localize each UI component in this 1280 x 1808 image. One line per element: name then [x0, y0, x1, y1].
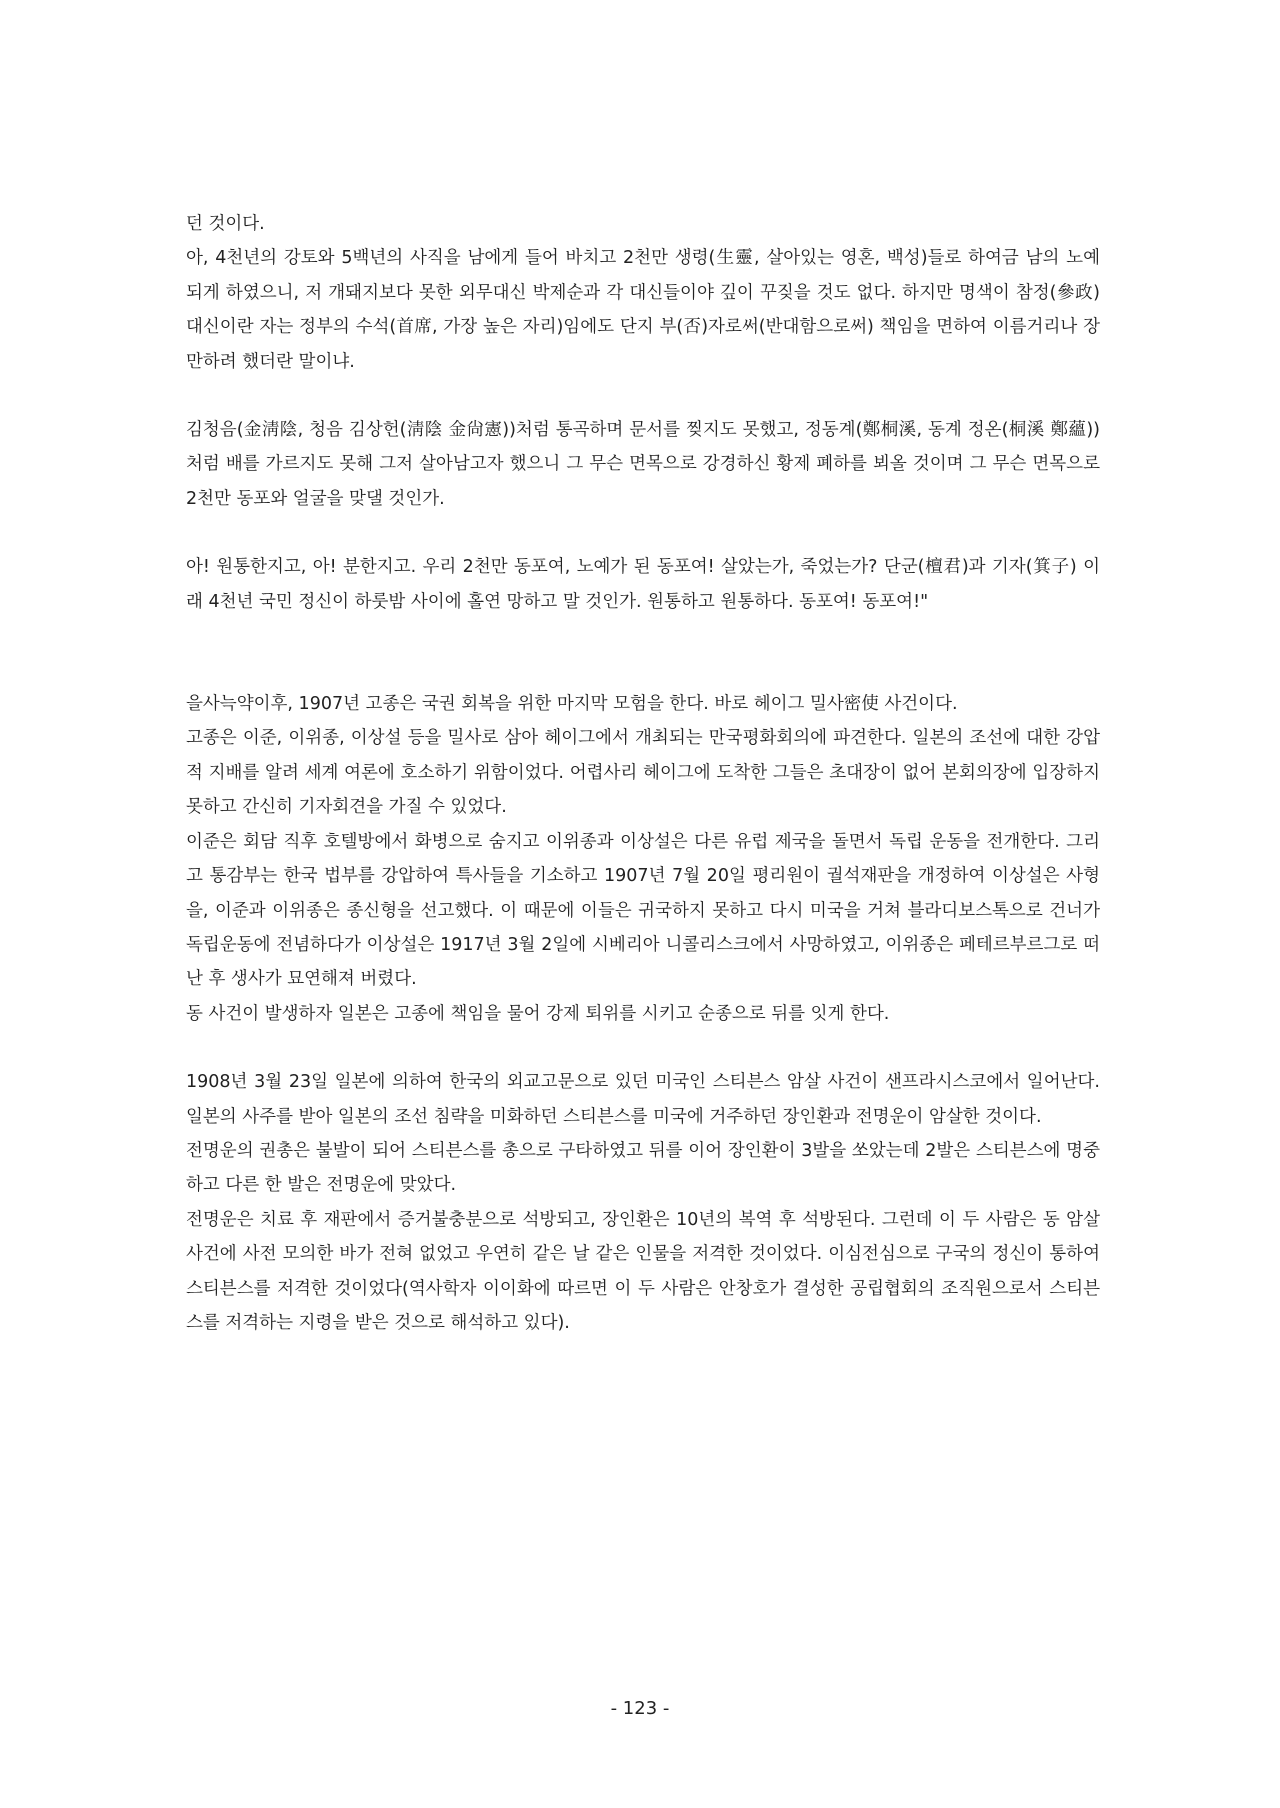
paragraph-2: 아, 4천년의 강토와 5백년의 사직을 남에게 들어 바치고 2천만 생령(生靈, 살아있는 영혼, 백성)들로 하여금 남의 노예 되게 하였으니, 저 개돼지보다 못한 외무대신 박제순과 각 대신들이야 깊이 꾸짖을 것도 없다. 하지만 명색이 참정(參政)대신이란 자는 정부의 수석(首席, 가장 높은 자리)임에도 단지 부(否)자로써(반대함으로써) 책임을 면하여 이름거리나 장만하려 했더란 말이냐. [186, 248, 1100, 372]
paragraph-1: 던 것이다. [186, 214, 265, 234]
paragraph-3: 김청음(金淸陰, 청음 김상헌(淸陰 金尙憲))처럼 통곡하며 문서를 찢지도 못했고, 정동계(鄭桐溪, 동계 정온(桐溪 鄭蘊))처럼 배를 가르지도 못해 그저 살아남고자 했으니 그 무슨 면목으로 강경하신 황제 폐하를 뵈올 것이며 그 무슨 면목으로 2천만 동포와 얼굴을 맞댈 것인가. [186, 420, 1100, 509]
paragraph-5: 을사늑약이후, 1907년 고종은 국권 회복을 위한 마지막 모험을 한다. 바로 헤이그 밀사密使 사건이다. [186, 694, 958, 715]
paragraph-spacer [186, 1031, 1100, 1065]
paragraph-spacer [186, 379, 1100, 413]
paragraph-6: 고종은 이준, 이위종, 이상설 등을 밀사로 삼아 헤이그에서 개최되는 만국평화회의에 파견한다. 일본의 조선에 대한 강압적 지배를 알려 세계 여론에 호소하기 위함이었다. 어렵사리 헤이그에 도착한 그들은 초대장이 없어 본회의장에 입장하지 못하고 간신히 기자회견을 가질 수 있었다. [186, 728, 1100, 818]
page-number: - 123 - [610, 1698, 670, 1719]
paragraph-8: 동 사건이 발생하자 일본은 고종에 책임을 물어 강제 퇴위를 시키고 순종으로 뒤를 잇게 한다. [186, 1003, 890, 1024]
paragraph-spacer [186, 516, 1100, 550]
paragraph-10: 전명운의 권총은 불발이 되어 스티븐스를 총으로 구타하였고 뒤를 이어 장인환이 3발을 쏘았는데 2발은 스티븐스에 명중하고 다른 한 발은 전명운에 맞았다. [186, 1140, 1100, 1196]
body-text [186, 207, 1100, 1340]
section-spacer [186, 619, 1100, 687]
paragraph-7: 이준은 회담 직후 호텔방에서 화병으로 숨지고 이위종과 이상설은 다른 유럽 제국을 돌면서 독립 운동을 전개한다. 그리고 통감부는 한국 법부를 강압하여 특사들을 기소하고 1907년 7월 20일 평리원이 궐석재판을 개정하여 이상설은 사형을, 이준과 이위종은 종신형을 선고했다. 이 때문에 이들은 귀국하지 못하고 다시 미국을 거쳐 블라디보스톡으로 건너가 독립운동에 전념하다가 이상설은 1917년 3월 2일에 시베리아 니콜리스크에서 사망하였고, 이위종은 페테르부르그로 떠난 후 생사가 묘연해져 버렸다. [186, 831, 1100, 990]
paragraph-4: 아! 원통한지고, 아! 분한지고. 우리 2천만 동포여, 노예가 된 동포여! 살았는가, 죽었는가? 단군(檀君)과 기자(箕子) 이래 4천년 국민 정신이 하룻밤 사이에 홀연 망하고 말 것인가. 원통하고 원통하다. 동포여! 동포여!" [186, 557, 1100, 612]
paragraph-9: 1908년 3월 23일 일본에 의하여 한국의 외교고문으로 있던 미국인 스티븐스 암살 사건이 샌프라시스코에서 일어난다. 일본의 사주를 받아 일본의 조선 침략을 미화하던 스티븐스를 미국에 거주하던 장인환과 전명운이 암살한 것이다. [186, 1072, 1100, 1127]
paragraph-11: 전명운은 치료 후 재판에서 증거불충분으로 석방되고, 장인환은 10년의 복역 후 석방된다. 그런데 이 두 사람은 동 암살 사건에 사전 모의한 바가 전혀 없었고 우연히 같은 날 같은 인물을 저격한 것이었다. 이심전심으로 구국의 정신이 통하여 스티븐스를 저격한 것이었다(역사학자 이이화에 따르면 이 두 사람은 안창호가 결성한 공립협회의 조직원으로서 스티븐스를 저격하는 지령을 받은 것으로 해석하고 있다). [186, 1209, 1100, 1333]
